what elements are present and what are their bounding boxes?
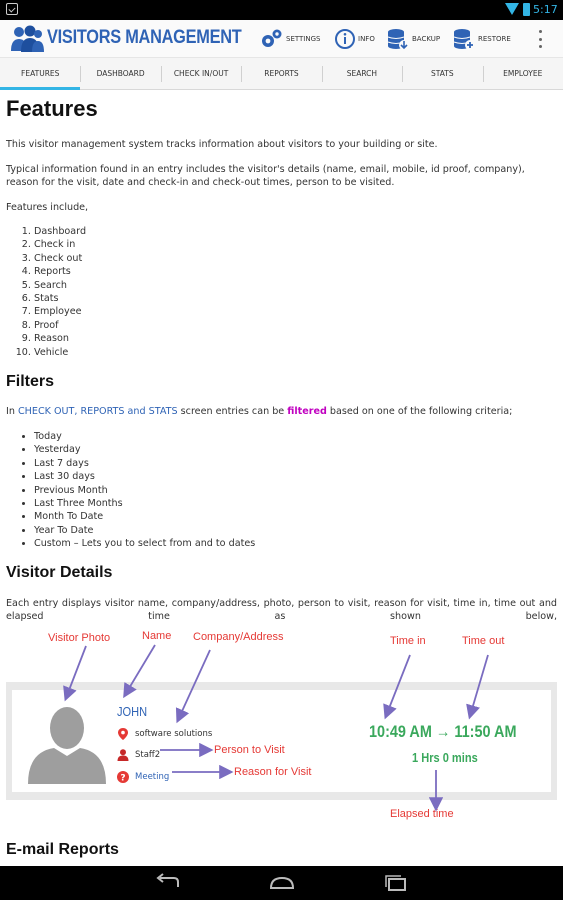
list-item: 6. Stats — [34, 292, 86, 305]
annotation-time-out: Time out — [462, 635, 505, 647]
annotation-company: Company/Address — [193, 631, 284, 643]
list-item: • Last 30 days — [34, 470, 255, 483]
svg-text:?: ? — [120, 773, 126, 783]
filters-list — [34, 430, 255, 551]
visitors-logo-icon — [10, 23, 44, 53]
list-item: 8. Proof — [34, 319, 86, 332]
app-bar — [0, 20, 563, 58]
navigation-bar — [0, 866, 563, 900]
list-item: • Today — [34, 430, 255, 443]
tab-reports[interactable]: REPORTS — [241, 58, 321, 89]
list-item: 7. Employee — [34, 305, 86, 318]
backup-label: BACKUP — [412, 35, 441, 43]
visitor-person: Staff2 — [135, 750, 161, 760]
list-item: • Custom – Lets you to select from and to dates — [34, 537, 255, 550]
notification-icon — [6, 3, 18, 15]
wifi-icon — [505, 3, 519, 15]
filters-sentence — [6, 405, 557, 418]
list-item: 5. Search — [34, 279, 86, 292]
typical-info-text: Typical information found in an entry includes the visitor's details (name, email, mobile, id proof, company), reason for the visit, date and check-in and check-out times, person to be visited. — [6, 164, 525, 189]
list-item: • Last 7 days — [34, 457, 255, 470]
annotation-time-in: Time in — [390, 635, 426, 647]
visitor-details-heading: Visitor Details — [6, 564, 113, 581]
annotation-visitor-photo: Visitor Photo — [48, 632, 111, 644]
status-time: 5:17 — [533, 3, 558, 16]
tab-check-in-out[interactable]: CHECK IN/OUT — [161, 58, 241, 89]
location-pin-icon — [117, 728, 129, 740]
list-item: 2. Check in — [34, 238, 86, 251]
overflow-menu-icon[interactable] — [533, 30, 547, 48]
features-content[interactable] — [0, 90, 563, 866]
filters-middle: screen entries can be — [177, 406, 288, 417]
visitor-company-row — [117, 728, 212, 740]
app-title: VISITORS MANAGEMENT — [47, 27, 242, 48]
annotation-reason: Reason for Visit — [234, 766, 312, 778]
features-include-label: Features include, — [6, 202, 89, 213]
intro-text: This visitor management system tracks information about visitors to your building or site. — [6, 139, 438, 150]
tab-employee[interactable]: EMPLOYEE — [483, 58, 563, 89]
list-item: 4. Reports — [34, 265, 86, 278]
list-item: 1. Dashboard — [34, 225, 86, 238]
settings-button[interactable] — [260, 26, 320, 52]
filters-screens: CHECK OUT, REPORTS and STATS — [17, 406, 178, 417]
features-heading: Features — [6, 96, 98, 121]
list-item: 10. Vehicle — [34, 346, 86, 359]
restore-button[interactable] — [452, 26, 511, 52]
features-list — [34, 225, 86, 359]
visitor-details-text: Each entry displays visitor name, company/address, photo, person to visit, reason for visit, time in, time out and elapsed time as shown below, — [6, 598, 557, 623]
visitor-reason-row — [117, 771, 169, 783]
tab-dashboard[interactable]: DASHBOARD — [80, 58, 160, 89]
info-button[interactable] — [334, 26, 375, 52]
filters-filtered: filtered — [287, 406, 327, 417]
tab-stats[interactable]: STATS — [402, 58, 482, 89]
list-item: 9. Reason — [34, 332, 86, 345]
list-item: • Yesterday — [34, 443, 255, 456]
annotation-elapsed: Elapsed time — [390, 808, 454, 820]
restore-label: RESTORE — [478, 35, 511, 43]
filters-heading: Filters — [6, 373, 55, 390]
email-reports-heading: E-mail Reports — [6, 841, 119, 858]
annotation-person: Person to Visit — [214, 744, 285, 756]
person-icon — [117, 749, 129, 761]
annotation-name: Name — [142, 630, 172, 642]
list-item: 3. Check out — [34, 252, 86, 265]
elapsed-time: 1 Hrs 0 mins — [412, 750, 478, 765]
visitor-reason: Meeting — [135, 772, 170, 782]
info-icon — [334, 28, 356, 50]
back-icon[interactable] — [154, 873, 182, 893]
list-item: • Year To Date — [34, 524, 255, 537]
settings-label: SETTINGS — [286, 35, 321, 43]
list-item: • Last Three Months — [34, 497, 255, 510]
visitor-card-frame — [6, 682, 557, 800]
home-icon[interactable] — [268, 873, 296, 893]
tab-features[interactable]: FEATURES — [0, 58, 80, 89]
tab-search[interactable]: SEARCH — [322, 58, 402, 89]
gears-icon — [260, 28, 284, 50]
question-icon — [117, 771, 129, 783]
list-item: • Month To Date — [34, 510, 255, 523]
database-restore-icon — [452, 27, 476, 51]
filters-suffix: based on one of the following criteria; — [326, 406, 513, 417]
info-label: INFO — [358, 35, 375, 43]
visitor-name: JOHN — [117, 704, 148, 719]
visit-times: 10:49 AM → 11:50 AM — [369, 722, 517, 741]
list-item: • Previous Month — [34, 484, 255, 497]
backup-button[interactable] — [386, 26, 440, 52]
avatar-placeholder-icon — [28, 700, 106, 784]
tab-bar — [0, 58, 563, 90]
recent-apps-icon[interactable] — [382, 873, 410, 893]
database-backup-icon — [386, 27, 410, 51]
filters-prefix: In — [6, 406, 18, 417]
visitor-person-row — [117, 749, 160, 761]
battery-icon — [523, 3, 530, 16]
visitor-company: software solutions — [135, 729, 213, 739]
status-bar — [0, 0, 563, 20]
